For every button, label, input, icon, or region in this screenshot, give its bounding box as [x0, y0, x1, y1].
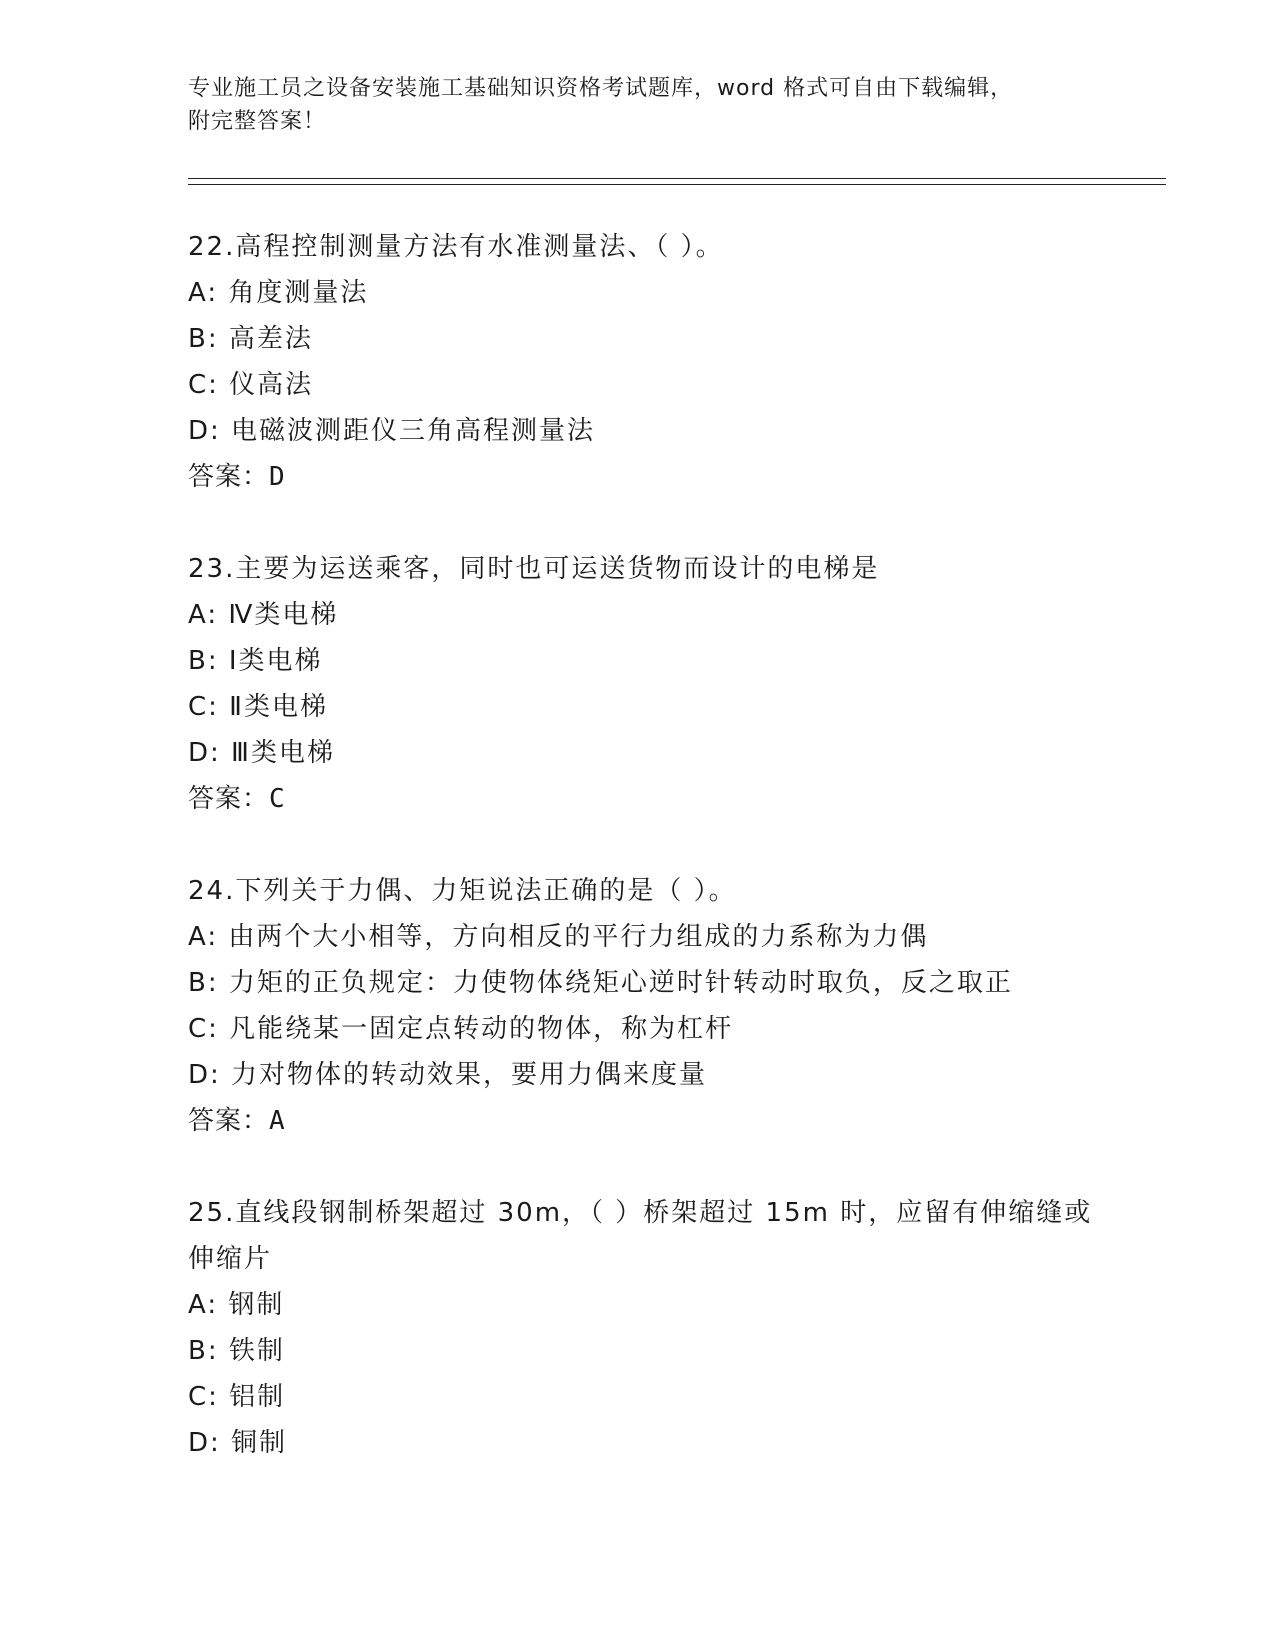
- question-stem: 23.主要为运送乘客，同时也可运送货物而设计的电梯是: [188, 554, 880, 584]
- answer-value: C: [269, 784, 286, 814]
- header-line-2: 附完整答案！: [188, 109, 327, 134]
- option-b: B: 铁制: [188, 1336, 285, 1366]
- answer-label: 答案：: [188, 1106, 270, 1136]
- option-c: C: 铝制: [188, 1382, 286, 1412]
- answer-label: 答案：: [188, 462, 270, 492]
- option-a: A: Ⅳ类电梯: [188, 600, 339, 630]
- question-stem-line-2: 伸缩片: [188, 1244, 273, 1274]
- option-b: B: Ⅰ类电梯: [188, 646, 323, 676]
- document-header: [188, 72, 1088, 138]
- answer: [188, 1098, 1108, 1144]
- question-stem-line-1: 25.直线段钢制桥架超过 30m，（ ）桥架超过 15m 时，应留有伸缩缝或: [188, 1198, 1093, 1228]
- option-a: A: 角度测量法: [188, 278, 369, 308]
- option-c: C: Ⅱ类电梯: [188, 692, 328, 722]
- question-23: [188, 546, 1108, 822]
- answer-label: 答案：: [188, 784, 270, 814]
- option-c: C: 仪高法: [188, 370, 314, 400]
- option-a: A: 钢制: [188, 1290, 285, 1320]
- question-stem: 22.高程控制测量方法有水准测量法、（ ）。: [188, 232, 724, 262]
- option-a: A: 由两个大小相等，方向相反的平行力组成的力系称为力偶: [188, 922, 929, 952]
- question-24: [188, 868, 1108, 1144]
- option-b: B: 高差法: [188, 324, 313, 354]
- header-divider-bottom: [188, 184, 1166, 185]
- answer: [188, 454, 1108, 500]
- option-c: C: 凡能绕某一固定点转动的物体，称为杠杆: [188, 1014, 734, 1044]
- answer-value: D: [269, 462, 286, 492]
- question-stem: [188, 1190, 1108, 1282]
- answer: [188, 776, 1108, 822]
- option-d: D: 铜制: [188, 1428, 288, 1458]
- header-divider-top: [188, 178, 1166, 179]
- option-d: D: 力对物体的转动效果，要用力偶来度量: [188, 1060, 708, 1090]
- answer-value: A: [269, 1106, 286, 1136]
- question-25: [188, 1190, 1108, 1466]
- header-line-1: 专业施工员之设备安装施工基础知识资格考试题库，word 格式可自由下载编辑，: [188, 76, 1014, 101]
- question-22: [188, 224, 1108, 500]
- option-d: D: 电磁波测距仪三角高程测量法: [188, 416, 596, 446]
- option-d: D: Ⅲ类电梯: [188, 738, 335, 768]
- question-stem: 24.下列关于力偶、力矩说法正确的是（ ）。: [188, 876, 737, 906]
- option-b: B: 力矩的正负规定：力使物体绕矩心逆时针转动时取负，反之取正: [188, 968, 1013, 998]
